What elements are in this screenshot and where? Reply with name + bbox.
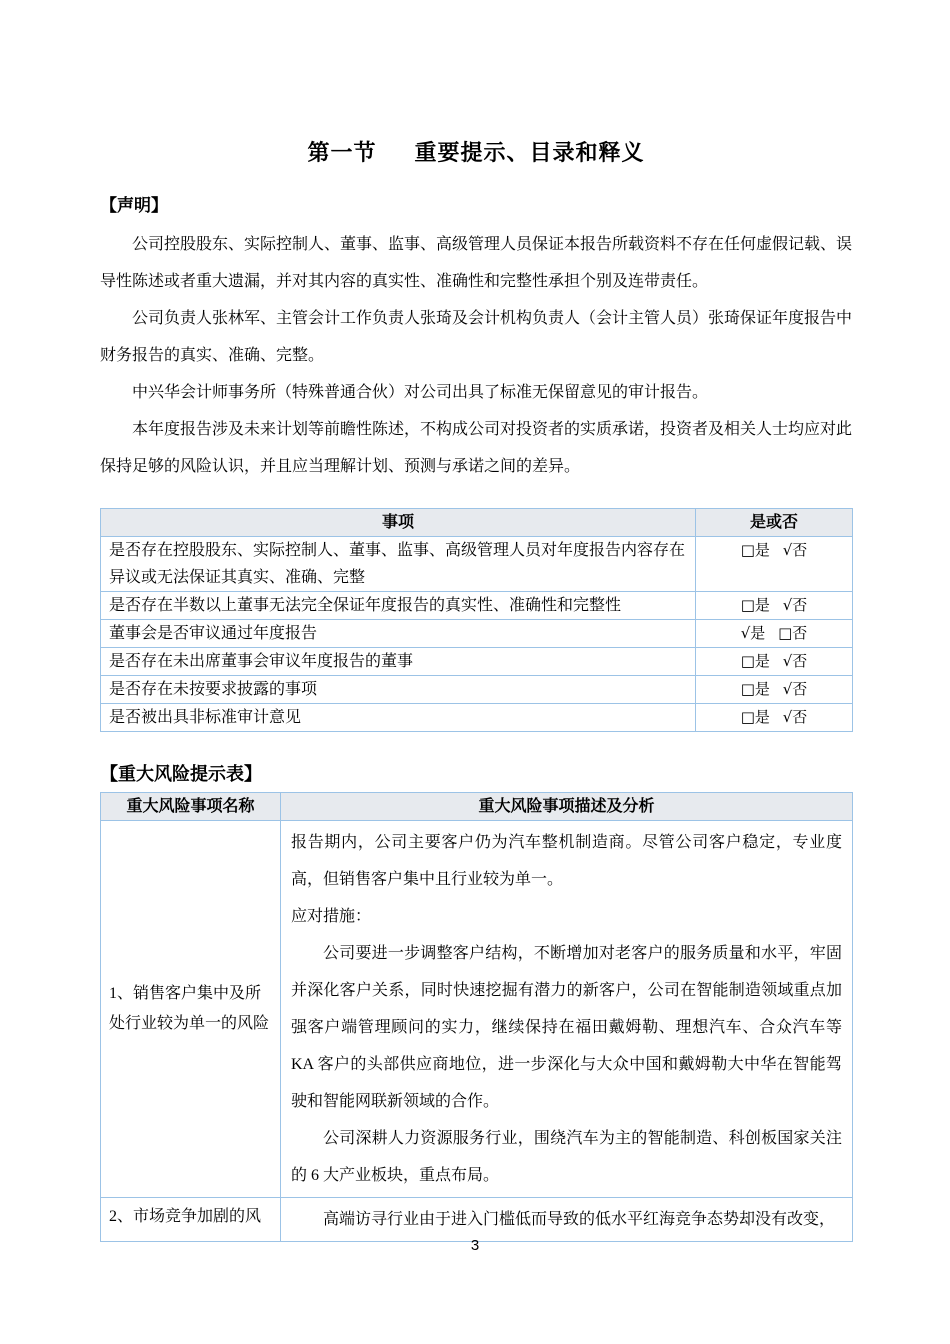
checklist-answer: □是 √否 — [696, 537, 853, 592]
risk-desc-paragraph: 应对措施： — [291, 908, 372, 925]
risk-desc-cell — [281, 1198, 853, 1242]
section-number: 第一节 — [307, 140, 377, 165]
page-number: 3 — [470, 1237, 480, 1254]
checklist-answer: □是 √否 — [696, 704, 853, 732]
table-header-row — [101, 793, 853, 821]
table-row — [101, 592, 853, 620]
risk-name-cell: 2、市场竞争加剧的风 — [101, 1198, 281, 1242]
declaration-paragraph: 中兴华会计师事务所（特殊普通合伙）对公司出具了标准无保留意见的审计报告。 — [132, 384, 709, 401]
checklist-answer: □是 √否 — [696, 592, 853, 620]
risk-desc-paragraph: 报告期内，公司主要客户仍为汽车整机制造商。尽管公司客户稳定，专业度高，但销售客户集中且行业较为单一。 — [291, 834, 842, 888]
column-header-yesno: 是或否 — [696, 509, 853, 537]
checklist-item: 是否存在未按要求披露的事项 — [101, 676, 696, 704]
section-title: 重要提示、目录和释义 — [414, 140, 645, 165]
declaration-body — [100, 226, 852, 485]
risk-desc-paragraph: 公司深耕人力资源服务行业，围绕汽车为主的智能制造、科创板国家关注的 6 大产业板块，重点布局。 — [291, 1130, 842, 1184]
declaration-paragraph: 公司负责人张林军、主管会计工作负责人张琦及会计机构负责人（会计主管人员）张琦保证年度报告中财务报告的真实、准确、完整。 — [100, 310, 853, 364]
checklist-item: 是否存在控股股东、实际控制人、董事、监事、高级管理人员对年度报告内容存在异议或无法保证其真实、准确、完整 — [101, 537, 696, 592]
table-row — [101, 648, 853, 676]
checklist-answer: □是 √否 — [696, 648, 853, 676]
page-title — [100, 138, 852, 168]
checklist-item: 是否存在半数以上董事无法完全保证年度报告的真实性、准确性和完整性 — [101, 592, 696, 620]
column-header-item: 事项 — [101, 509, 696, 537]
table-header-row — [101, 509, 853, 537]
risk-table-heading: 【重大风险提示表】 — [100, 764, 262, 784]
risk-desc-paragraph: 高端访寻行业由于进入门槛低而导致的低水平红海竞争态势却没有改变， — [323, 1211, 836, 1228]
checklist-item: 是否被出具非标准审计意见 — [101, 704, 696, 732]
declaration-paragraph: 公司控股股东、实际控制人、董事、监事、高级管理人员保证本报告所载资料不存在任何虚假记载、误导性陈述或者重大遗漏，并对其内容的真实性、准确性和完整性承担个别及连带责任。 — [100, 236, 853, 290]
risk-desc-cell — [281, 821, 853, 1198]
checklist-answer: √是 □否 — [696, 620, 853, 648]
major-risk-table — [100, 792, 853, 1242]
checklist-answer: □是 √否 — [696, 676, 853, 704]
checklist-item: 董事会是否审议通过年度报告 — [101, 620, 696, 648]
table-row — [101, 537, 853, 592]
column-header-risk-desc: 重大风险事项描述及分析 — [281, 793, 853, 821]
table-row — [101, 704, 853, 732]
column-header-risk-name: 重大风险事项名称 — [101, 793, 281, 821]
table-row — [101, 1198, 853, 1242]
risk-name-cell: 1、销售客户集中及所处行业较为单一的风险 — [101, 821, 281, 1198]
table-row — [101, 676, 853, 704]
risk-desc-paragraph: 公司要进一步调整客户结构，不断增加对老客户的服务质量和水平，牢固并深化客户关系，同时快速挖掘有潜力的新客户，公司在智能制造领域重点加强客户端管理顾问的实力，继续保持在福田戴姆勒、理想汽车、合众汽车等 KA 客户的头部供应商地位，进一步深化与大众中国和戴姆勒大中华在智能驾驶和智能网联新领域的合作。 — [291, 945, 842, 1110]
declaration-heading: 【声明】 — [100, 196, 168, 215]
table-row — [101, 620, 853, 648]
yes-no-checklist-table — [100, 508, 853, 732]
declaration-paragraph: 本年度报告涉及未来计划等前瞻性陈述，不构成公司对投资者的实质承诺，投资者及相关人士均应对此保持足够的风险认识，并且应当理解计划、预测与承诺之间的差异。 — [100, 421, 853, 475]
table-row — [101, 821, 853, 1198]
checklist-item: 是否存在未出席董事会审议年度报告的董事 — [101, 648, 696, 676]
